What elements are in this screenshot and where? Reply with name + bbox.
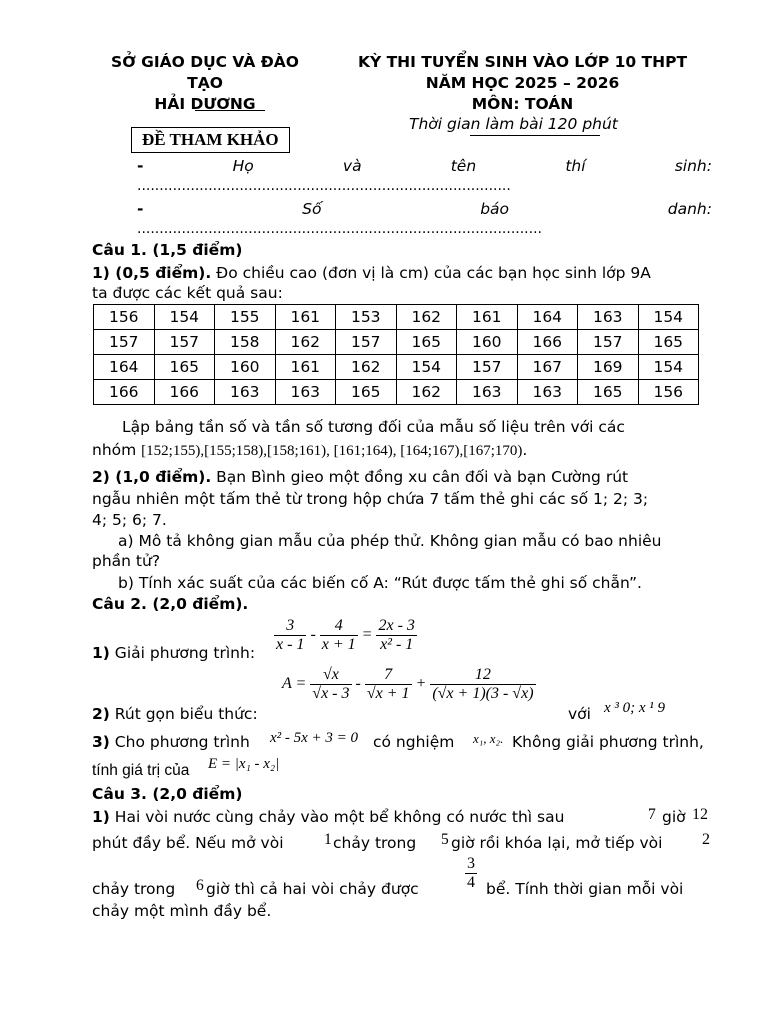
q1-part2-line2: ngẫu nhiên một tấm thẻ từ trong hộp chứa 7 tấm thẻ ghi các số 1; 2; 3; [92, 490, 649, 508]
q2-part2-label: 2) [92, 705, 110, 723]
table-cell: 165 [396, 330, 457, 355]
q3-frac-num: 3 [467, 855, 475, 872]
groups-intervals: [152;155),[155;158),[158;161), [161;164), [164;167),[167;170) [141, 443, 523, 459]
table-row [94, 330, 699, 355]
table-cell: 157 [94, 330, 155, 355]
name-word: tên [450, 157, 477, 175]
name-word: thí [565, 157, 586, 175]
equation-1: $\frac{3}{x - 1}$ - $\frac{4}{x + 1}$ = $\frac{2x - 3}{\text{x² - 1}}$ [276, 617, 415, 653]
q2-part2-with: với [568, 705, 591, 723]
q1-part2-b: b) Tính xác suất của các biến cố A: “Rút được tấm thẻ ghi số chẵn”. [118, 574, 642, 592]
student-name-line [137, 157, 712, 175]
q2-part2-text: Rút gọn biểu thức: [109, 705, 258, 723]
q3-part1-label: 1) [92, 808, 110, 826]
q3-text2: phút đầy bể. Nếu mở vòi [92, 834, 284, 852]
table-cell: 164 [94, 355, 155, 380]
eq1-den2: x + 1 [321, 636, 356, 653]
height-data-table [93, 304, 699, 405]
q1-part1-text: Đo chiều cao (đơn vị là cm) của các bạn học sinh lớp 9A [211, 264, 651, 282]
q2-part1-text: Giải phương trình: [109, 644, 256, 662]
expr-f3-num: 12 [430, 666, 535, 685]
table-cell: 154 [638, 355, 699, 380]
q2-part1-label: 1) [92, 644, 110, 662]
header-underline [195, 110, 265, 111]
table-cell: 165 [154, 355, 215, 380]
expr-f2-den: √x + 1 [366, 685, 410, 702]
table-cell: 157 [336, 330, 397, 355]
q3-num-12: 12 [692, 806, 708, 823]
table-cell: 154 [396, 355, 457, 380]
groups-end: . [522, 441, 528, 459]
expr-f3-den: (√x + 1)(3 - √x) [432, 685, 534, 702]
table-cell: 163 [457, 380, 518, 405]
q2-part2 [92, 705, 258, 723]
name-word: Họ [232, 157, 254, 175]
q1-part2-line3: 4; 5; 6; 7. [92, 511, 167, 529]
q2-part3-E: E = |x₁ - x₂| [208, 756, 280, 772]
table-cell: 169 [578, 355, 639, 380]
id-word: danh: [667, 200, 712, 218]
name-word: sinh: [674, 157, 712, 175]
q2-title: Câu 2. (2,0 điểm). [92, 595, 249, 613]
q3-gio: giờ [662, 808, 686, 826]
table-cell: 160 [215, 355, 276, 380]
table-cell: 162 [275, 330, 336, 355]
q3-num-6: 6 [196, 877, 204, 894]
eq1-den3: x² - 1 [380, 636, 414, 653]
table-cell: 163 [517, 380, 578, 405]
q2-part3-text2: có nghiệm [373, 733, 455, 751]
table-cell: 163 [578, 305, 639, 330]
subject: MÔN: TOÁN [471, 95, 574, 113]
q1-table-text2 [92, 441, 527, 460]
table-cell: 162 [396, 305, 457, 330]
table-cell: 167 [517, 355, 578, 380]
q1-part2-text1: Bạn Bình gieo một đồng xu cân đối và bạn Cường rút [211, 468, 629, 486]
q3-text5: chảy trong [92, 880, 176, 898]
q3-text4: giờ rồi khóa lại, mở tiếp vòi [451, 834, 663, 852]
expression-A: A = $\frac{√x}{√x - 3}$ - $\frac{7}{√x + 1}$ + $\frac{12}{(√x + 1)(3 - √x)}$ [282, 666, 534, 702]
id-word: báo [480, 200, 510, 218]
table-cell: 157 [578, 330, 639, 355]
table-cell: 155 [215, 305, 276, 330]
expr-A-label: A = [282, 675, 307, 693]
table-cell: 153 [336, 305, 397, 330]
table-cell: 166 [94, 380, 155, 405]
groups-label: nhóm [92, 441, 137, 459]
name-word: và [342, 157, 362, 175]
q3-num-5: 5 [441, 831, 449, 848]
exam-time: Thời gian làm bài 120 phút [409, 115, 618, 133]
expr-f1-num: √x [310, 666, 351, 685]
table-cell: 163 [275, 380, 336, 405]
table-cell: 162 [336, 355, 397, 380]
eq1-num3: 2x - 3 [378, 617, 415, 634]
q3-num-2: 2 [702, 831, 710, 848]
table-cell: 154 [154, 305, 215, 330]
table-cell: 162 [396, 380, 457, 405]
q3-fraction [465, 855, 477, 892]
table-cell: 161 [275, 355, 336, 380]
q3-text6: giờ thì cả hai vòi chảy được [206, 880, 419, 898]
q2-part3-label: 3) [92, 733, 110, 751]
table-row [94, 355, 699, 380]
exam-title: KỲ THI TUYỂN SINH VÀO LỚP 10 THPT [357, 53, 688, 71]
q2-part3-text1: Cho phương trình [109, 733, 250, 751]
q3-line1 [92, 808, 564, 826]
q3-frac-den: 4 [467, 874, 475, 891]
q2-part3-text3: Không giải phương trình, [512, 733, 704, 751]
department-line2: TẠO [187, 74, 223, 92]
name-dash: - [137, 157, 144, 175]
q2-part3-equation: x² - 5x + 3 = 0 [270, 730, 359, 746]
table-cell: 158 [215, 330, 276, 355]
table-cell: 160 [457, 330, 518, 355]
q3-title: Câu 3. (2,0 điểm) [92, 785, 243, 803]
table-row [94, 305, 699, 330]
q1-title: Câu 1. (1,5 điểm) [92, 241, 243, 259]
department-line3: HẢI DƯƠNG [154, 95, 256, 113]
table-cell: 157 [457, 355, 518, 380]
table-cell: 161 [275, 305, 336, 330]
table-cell: 165 [638, 330, 699, 355]
q1-part2-a1: a) Mô tả không gian mẫu của phép thử. Không gian mẫu có bao nhiêu [118, 532, 662, 550]
q3-text7: bể. Tính thời gian mỗi vòi [486, 880, 684, 898]
q3-num-1: 1 [324, 831, 332, 848]
q2-part3-line1 [92, 733, 250, 751]
expr-f1-den: √x - 3 [312, 685, 350, 702]
q3-text3: chảy trong [333, 834, 417, 852]
q1-table-text1: Lập bảng tần số và tần số tương đối của mẫu số liệu trên với các [122, 418, 625, 436]
table-cell: 156 [94, 305, 155, 330]
q2-part3-roots: x₁, x₂. [473, 731, 504, 746]
q1-part1-line2: ta được các kết quả sau: [92, 284, 283, 302]
q1-part1-line1 [92, 264, 651, 282]
eq1-num1: 3 [274, 617, 306, 636]
q1-part2-label: 2) (1,0 điểm). [92, 468, 212, 486]
table-cell: 164 [517, 305, 578, 330]
table-cell: 165 [336, 380, 397, 405]
school-year: NĂM HỌC 2025 – 2026 [425, 74, 620, 92]
q3-text1: Hai vòi nước cùng chảy vào một bể không có nước thì sau [109, 808, 565, 826]
q2-part1 [92, 644, 255, 662]
id-dash: - [137, 200, 144, 218]
reference-exam-box: ĐỀ THAM KHẢO [131, 127, 290, 153]
q1-part1-label: 1) (0,5 điểm). [92, 264, 212, 282]
eq1-num2: 4 [320, 617, 358, 636]
expr-f2-num: 7 [365, 666, 412, 685]
table-cell: 154 [638, 305, 699, 330]
table-cell: 156 [638, 380, 699, 405]
q2-part2-condition: x ³ 0; x ¹ 9 [604, 700, 666, 716]
q1-part2-line1 [92, 468, 628, 486]
header-left [100, 52, 310, 115]
table-cell: 166 [517, 330, 578, 355]
q3-text8: chảy một mình đầy bể. [92, 902, 272, 920]
table-cell: 165 [578, 380, 639, 405]
time-underline [470, 135, 600, 136]
student-id-dots[interactable]: ........................................................................................... [137, 221, 542, 237]
table-cell: 166 [154, 380, 215, 405]
table-cell: 163 [215, 380, 276, 405]
q3-num-7: 7 [648, 806, 656, 823]
student-id-line [137, 200, 712, 218]
table-cell: 161 [457, 305, 518, 330]
department-line1: SỞ GIÁO DỤC VÀ ĐÀO [111, 53, 299, 71]
q2-part3-text4: tính giá trị của [92, 762, 190, 779]
table-row [94, 380, 699, 405]
student-name-dots[interactable]: .................................................................................... [137, 178, 511, 194]
header-right [335, 52, 710, 115]
q1-part2-a2: phần tử? [92, 552, 161, 570]
eq1-den1: x - 1 [276, 636, 305, 653]
table-cell: 157 [154, 330, 215, 355]
id-word: Số [302, 200, 322, 218]
